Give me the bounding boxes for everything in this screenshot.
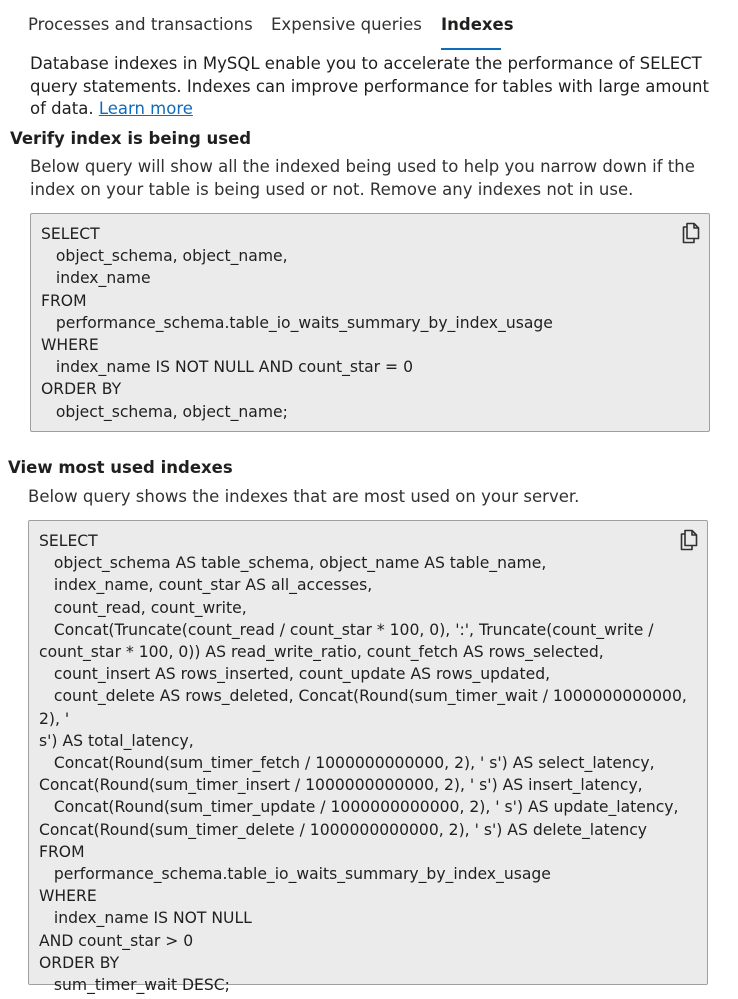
active-tab-indicator: [441, 48, 501, 50]
code-line: count_insert AS rows_inserted, count_update AS rows_updated,: [39, 665, 551, 684]
copy-icon: [679, 529, 699, 551]
tab-expensive-queries[interactable]: Expensive queries: [271, 15, 422, 34]
code-line: WHERE: [39, 887, 97, 906]
intro-paragraph: [30, 53, 714, 121]
code-line: performance_schema.table_io_waits_summary_by_index_usage: [41, 313, 553, 332]
tab-indexes[interactable]: Indexes: [441, 15, 514, 34]
code-line: ORDER BY: [39, 953, 120, 972]
intro-text: Database indexes in MySQL enable you to accelerate the performance of SELECT query statements. Indexes can improve performance for tables with large amount of data.: [30, 54, 709, 118]
code-line: sum_timer_wait DESC;: [39, 976, 230, 995]
code-line: index_name: [41, 269, 151, 288]
copy-icon: [681, 222, 701, 244]
code-line: AND count_star > 0: [39, 931, 194, 950]
learn-more-link[interactable]: Learn more: [98, 99, 193, 118]
code-line: Concat(Round(sum_timer_delete / 1000000000000, 2), ' s') AS delete_latency: [39, 820, 648, 839]
code-line: count_read, count_write,: [39, 598, 247, 617]
code-line: index_name IS NOT NULL AND count_star = 0: [41, 358, 413, 377]
code-line: performance_schema.table_io_waits_summary_by_index_usage: [39, 865, 551, 884]
code-line: Concat(Round(sum_timer_insert / 1000000000000, 2), ' s') AS insert_latency,: [39, 776, 643, 795]
code-line: object_schema AS table_schema, object_name AS table_name,: [39, 554, 547, 573]
code-block-verify-index: [30, 213, 710, 432]
tab-bar: [0, 0, 738, 54]
code-line: Concat(Truncate(count_read / count_star * 100, 0), ':', Truncate(count_write /: [39, 620, 654, 639]
code-line: FROM: [39, 842, 85, 861]
code-text-most-used-indexes: [39, 530, 704, 996]
code-line: SELECT: [41, 225, 100, 243]
code-line: s') AS total_latency,: [39, 731, 194, 750]
code-line: object_schema, object_name,: [41, 247, 288, 266]
section-description-verify-index: Below query will show all the indexed being used to help you narrow down if the index on your table is being used or not. Remove any indexes not in use.: [30, 157, 695, 199]
code-line: object_schema, object_name;: [41, 402, 288, 421]
copy-button-most-used-indexes[interactable]: [679, 529, 699, 551]
code-block-most-used-indexes: [28, 520, 708, 995]
copy-button-verify-index[interactable]: [681, 222, 701, 244]
section-heading-most-used-indexes: View most used indexes: [8, 458, 233, 477]
code-line: Concat(Round(sum_timer_fetch / 1000000000000, 2), ' s') AS select_latency,: [39, 754, 655, 773]
code-line: SELECT: [39, 532, 98, 550]
code-line: WHERE: [41, 336, 99, 355]
code-line: FROM: [41, 291, 87, 310]
section-description-most-used-indexes: Below query shows the indexes that are most used on your server.: [28, 487, 580, 506]
code-line: count_star * 100, 0)) AS read_write_ratio, count_fetch AS rows_selected,: [39, 643, 604, 662]
tab-processes-and-transactions[interactable]: Processes and transactions: [28, 15, 253, 34]
code-line: count_delete AS rows_deleted, Concat(Round(sum_timer_wait / 1000000000000, 2), ': [39, 687, 692, 728]
code-line: Concat(Round(sum_timer_update / 1000000000000, 2), ' s') AS update_latency,: [39, 798, 679, 817]
section-heading-verify-index: Verify index is being used: [10, 129, 252, 148]
code-text-verify-index: [41, 223, 706, 423]
code-line: index_name IS NOT NULL: [39, 909, 252, 928]
code-line: ORDER BY: [41, 380, 122, 399]
code-line: index_name, count_star AS all_accesses,: [39, 576, 373, 595]
